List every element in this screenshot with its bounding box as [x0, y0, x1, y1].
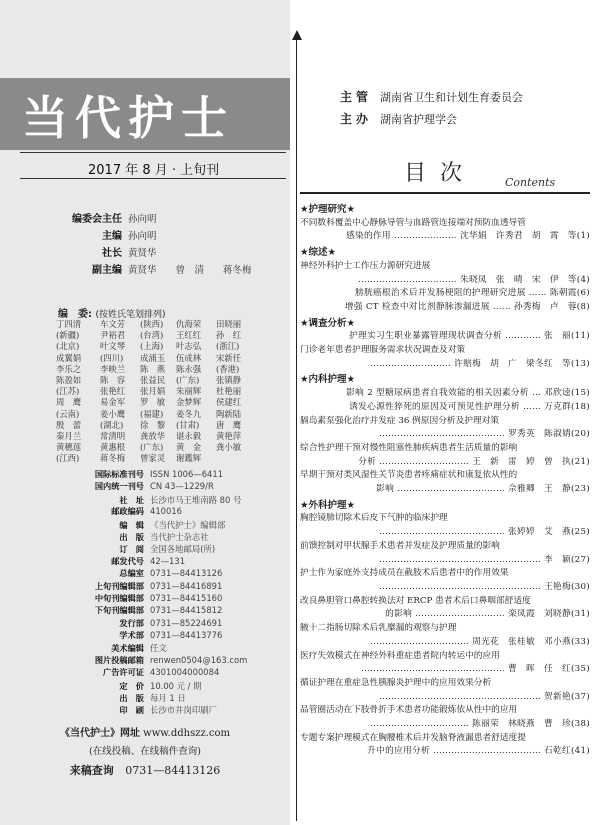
- board-member: 张月娟: [140, 386, 166, 397]
- toc-entry-title[interactable]: 膈岛素泵强化治疗并发症 36 例原因分析及护理对策: [300, 415, 500, 426]
- editor-value: 孙向明: [128, 231, 157, 242]
- board-member: 陈 容: [100, 375, 126, 385]
- board-member: 殷 蕾: [56, 419, 82, 430]
- contents-en: Contents: [505, 176, 556, 189]
- editor-label: 主编: [102, 231, 122, 242]
- board-member: (湖北): [100, 419, 124, 430]
- toc-entry-title[interactable]: 医疗失效模式在神经外科重症患者院内转运中的应用: [300, 650, 500, 661]
- board-member: (广东): [140, 442, 164, 453]
- toc-entry-authors[interactable]: …………………………… 陈丽荣 林晓燕 曹 珍(38): [370, 719, 590, 730]
- contents-rule: [300, 192, 590, 194]
- toc-entry-title[interactable]: 品管圈活动在下肢骨折手术患者功能锻炼依从性中的应用: [300, 705, 518, 716]
- pub-row: [56, 481, 247, 493]
- pub-value: 10.00 元 / 期: [150, 680, 202, 691]
- pub-label: 上旬刊编辑部: [94, 580, 144, 591]
- pub-value: 0731—84413126: [150, 568, 223, 579]
- pub-label: 印 刷: [119, 705, 144, 716]
- board-member: 陈盈如: [56, 375, 82, 385]
- pub-value: 全国各地邮局(所): [150, 544, 216, 555]
- board-member: 常清明: [100, 431, 126, 441]
- pub-row: [56, 556, 247, 568]
- pub-value: 0731—84415812: [150, 605, 223, 616]
- toc-entry-authors[interactable]: 膀胱癌根治术后并发肠梗阻的护理研究进展 …… 陈朝霞(6): [354, 288, 590, 299]
- toc-entry-title[interactable]: 不同数科覆盖中心静脉导管与血路管连接端对预防血透导管: [300, 217, 526, 228]
- sponsor-row: [340, 88, 523, 105]
- pub-row: [56, 655, 247, 667]
- toc-entry-title[interactable]: 早期干预对类风湿性关节炎患者疼痛症状和康复依从性的: [300, 470, 518, 481]
- toc-entry-authors[interactable]: …………………………… 朱晓凤 张 晴 宋 伊 等(4): [358, 274, 590, 285]
- pub-value: 42—131: [150, 555, 186, 566]
- board-member: 孙 红: [216, 330, 242, 341]
- divider: [20, 152, 286, 153]
- board-member: (江苏): [56, 386, 80, 397]
- pub-row: [56, 618, 247, 630]
- toc-entry-title[interactable]: 综合性护理干预对慢性阻塞性肺疾病患者生活质量的影响: [300, 442, 518, 453]
- board-member: 仇海荣: [176, 319, 202, 329]
- board-member: 黄惠根: [100, 442, 126, 453]
- toc-entry-authors[interactable]: ……………………………………………… 王艳梅(30): [379, 581, 590, 592]
- board-member: (甘肃): [176, 419, 200, 430]
- pub-label: 广告许可证: [103, 667, 144, 678]
- toc-entry-authors[interactable]: 感染的作用 ………………… 沈华娟 许秀君 胡 霄 等(1): [345, 231, 590, 242]
- board-member: 张镇静: [216, 375, 242, 385]
- pub-label: 美术编辑: [111, 643, 144, 654]
- toc-entry-authors[interactable]: ………………………………………… 曹 晖 任 红(35): [361, 664, 590, 675]
- toc-entry-authors[interactable]: 分析 ………………………… 王 新 雷 婷 曾 执(21): [358, 456, 590, 467]
- issue-date: 2017 年 8 月 · 上旬刊: [88, 163, 220, 178]
- board-member: 秦月兰: [56, 431, 82, 441]
- pub-label: 学术部: [119, 630, 144, 641]
- inquiry-line: [0, 762, 290, 778]
- pub-row: [56, 630, 247, 642]
- board-member: 叶志弘: [176, 341, 202, 352]
- website-url[interactable]: www.ddhszz.com: [143, 728, 231, 739]
- inquiry-label: 来稿查询: [69, 764, 114, 777]
- pub-value: 410016: [150, 506, 182, 517]
- pub-row: [56, 568, 247, 580]
- pub-label: 邮发代号: [111, 555, 144, 566]
- pub-row: [56, 680, 247, 692]
- editor-row: [20, 210, 252, 227]
- board-member: (江西): [56, 453, 80, 464]
- journal-title: 当代护士: [22, 91, 234, 145]
- website-line: [0, 724, 290, 739]
- pub-value: 长沙市井岗印刷厂: [150, 705, 217, 716]
- pub-label: 定 价: [119, 680, 144, 691]
- toc-section: ★调查分析★: [300, 317, 356, 329]
- pub-value: 长沙市马王堆南路 80 号: [150, 494, 242, 505]
- toc-entry-title[interactable]: 改良鼻胆管口鼻腔转换法对 ERCP 患者术后口鼻咽部舒适度: [300, 595, 531, 606]
- toc-entry-authors[interactable]: ……………………………………………… 贺新艳(37): [379, 691, 590, 702]
- board-member: 田晓丽: [216, 319, 242, 329]
- board-member: 陈 燕: [140, 363, 166, 374]
- board-member: (广东): [176, 375, 200, 385]
- sponsor-value: 湖南省卫生和计划生育委员会: [380, 91, 524, 104]
- board-note: (按姓氏笔划排列): [95, 310, 166, 320]
- board-member: 周 鹰: [56, 397, 82, 408]
- sponsor-row: [340, 110, 457, 127]
- board-member: 罗 敏: [140, 397, 166, 408]
- toc-entry-authors[interactable]: …………………………………… 罗秀英 陈淑婧(20): [379, 429, 590, 440]
- pub-label: 社 址: [119, 494, 144, 505]
- toc-entry-authors[interactable]: 影响 2 型糖尿病患者自我效能的相关因素分析 … 邓欣逵(15): [346, 388, 590, 399]
- pub-label: 编 辑: [119, 519, 144, 530]
- toc-entry-authors[interactable]: ……………………………………………… 李 颖(27): [379, 554, 590, 565]
- pub-row: [56, 667, 247, 679]
- toc-section: ★综述★: [300, 247, 337, 259]
- sponsor-value: 湖南省护理学会: [380, 113, 458, 126]
- editors-block: [20, 210, 252, 278]
- toc-entry-title[interactable]: 专题专案护理模式在胸腰椎术后并发脑脊液漏患者舒适度提: [300, 732, 526, 743]
- editor-value: 黄贤华 曾 清 蒋冬梅: [128, 265, 252, 276]
- board-member: (四川): [100, 352, 124, 363]
- editor-value: 黄贤华: [128, 248, 157, 259]
- board-member: 王红红: [176, 330, 202, 341]
- board-member: 龚小敏: [216, 442, 242, 453]
- divider: [20, 178, 286, 179]
- board-member: 谢鑑辉: [176, 453, 202, 464]
- board-member: 陶新陆: [216, 408, 242, 419]
- board-member: (新疆): [56, 330, 80, 341]
- pub-label: 下旬刊编辑部: [94, 605, 144, 616]
- board-member: (香港): [216, 363, 240, 374]
- pub-row: [56, 642, 247, 654]
- website-note: (在线投稿、在线稿件查询): [89, 746, 201, 757]
- board-member: 成涌玉: [140, 352, 166, 363]
- toc-section: ★外科护理★: [300, 499, 356, 511]
- pub-value: 当代护士杂志社: [150, 531, 209, 542]
- board-member: 姜小鹰: [100, 408, 126, 419]
- publication-info: [56, 469, 247, 717]
- toc-entry-authors[interactable]: …………………………………… 张婷婷 艾 燕(25): [379, 527, 590, 538]
- pub-row: [56, 494, 247, 506]
- board-member: 叶文琴: [100, 341, 126, 352]
- editor-label: 社长: [102, 248, 122, 259]
- pub-row: [56, 469, 247, 481]
- website-label: 《当代护士》网址: [59, 728, 140, 739]
- pub-row: [56, 531, 247, 543]
- pub-row: [56, 593, 247, 605]
- board-member: 曾家灵: [140, 453, 166, 464]
- pub-row: [56, 543, 247, 555]
- pub-value: renwen0504@163.com: [150, 654, 248, 665]
- editor-value: 孙向明: [128, 214, 157, 225]
- pub-value: ISSN 1006—6411: [150, 469, 224, 479]
- table-of-contents: [300, 201, 590, 759]
- pub-value: 0731—85224691: [150, 617, 223, 628]
- board-member: 黄艳萍: [216, 431, 242, 441]
- board-member: 成翼娟: [56, 352, 82, 363]
- board-member: 谌永毅: [176, 431, 202, 441]
- toc-entry-authors[interactable]: ……………………… 许赔梅 胡 广 梁冬红 等(13): [370, 358, 590, 369]
- toc-entry-title[interactable]: 腋十二指肠切除术后乳糜漏的观察与护理: [300, 623, 457, 634]
- board-member: 陈永强: [176, 363, 202, 374]
- board-member: 蒋冬梅: [100, 453, 126, 464]
- board-member: 徐 黎: [140, 419, 166, 430]
- toc-entry-authors[interactable]: 增强 CT 检查中对比剂静脉渗漏进展 …… 孙秀梅 卢 蓉(8): [344, 301, 590, 312]
- toc-entry-title[interactable]: 护士作为家庭外支持成员在截肢术后患者中的作用效果: [300, 568, 509, 579]
- toc-entry-authors[interactable]: 影响 ……………………………… 佘雅卿 王 静(23): [376, 484, 590, 495]
- pub-label: 订 阅: [119, 544, 144, 555]
- pub-value: 0731—84413776: [150, 630, 223, 641]
- board-member: (云南): [56, 408, 80, 419]
- toc-entry-title[interactable]: 胸腔镜肺切除术后皮下气肿的临床护理: [300, 513, 448, 524]
- board-member: (浙江): [216, 341, 240, 352]
- pub-value: 任文: [150, 643, 167, 654]
- pub-label: 总编室: [119, 568, 144, 579]
- board-member: 杜艳丽: [216, 386, 242, 397]
- board-member: 侯建红: [216, 397, 242, 408]
- pub-label: 中旬刊编辑部: [94, 592, 144, 603]
- pub-row: [56, 519, 247, 531]
- editor-label: 副主编: [92, 265, 122, 276]
- pub-row: [56, 506, 247, 518]
- sponsor-label: 主管: [340, 90, 373, 104]
- pub-value: 每月 1 日: [150, 693, 186, 704]
- toc-entry-authors[interactable]: 升中的应用分析 ……………………………… 石乾红(41): [367, 746, 590, 757]
- board-member: (福建): [140, 408, 164, 419]
- arrow-up-icon: [292, 30, 302, 40]
- pub-label: 邮政编码: [111, 506, 144, 517]
- board-label: 编 委:: [58, 309, 92, 320]
- pub-value: 0731—84416891: [150, 580, 223, 591]
- board-member: (北京): [56, 341, 80, 352]
- inquiry-phone: 0731—84413126: [125, 764, 221, 777]
- sponsor-label: 主办: [340, 112, 373, 126]
- toc-section: ★内科护理★: [300, 374, 356, 386]
- pub-value: CN 43—1229/R: [150, 481, 214, 492]
- board-member: 张益民: [140, 375, 166, 385]
- board-member: 伍成林: [176, 352, 202, 363]
- pub-row: [56, 704, 247, 716]
- board-member: 姜冬九: [176, 408, 202, 419]
- editor-row: [20, 261, 252, 278]
- pub-value: 0731—84415160: [150, 592, 223, 603]
- editor-label: 编委会主任: [72, 214, 122, 225]
- pub-label: 出 版: [119, 693, 144, 704]
- vertical-divider: [296, 38, 297, 821]
- pub-label: 国内统一刊号: [94, 481, 144, 492]
- board-member: (陕西): [140, 319, 164, 329]
- contents-title: 目次: [404, 161, 477, 186]
- pub-label: 国际标准刊号: [94, 469, 144, 479]
- board-member: 丁四清: [56, 319, 82, 329]
- editor-row: [20, 227, 252, 244]
- toc-entry-title[interactable]: 神经外科护士工作压力源研究进展: [300, 260, 431, 271]
- toc-section: ★护理研究★: [300, 204, 356, 215]
- toc-entry-title[interactable]: 循证护理在重症急性胰腺炎护理中的应用效果分析: [300, 677, 492, 688]
- board-member: 宋新任: [216, 352, 242, 363]
- board-member: (上海): [140, 341, 164, 352]
- toc-entry-title[interactable]: 门诊老年患者护理服务需求状况调查及对策: [300, 345, 466, 356]
- pub-value: 4301004000084: [150, 667, 220, 678]
- pub-value: 《当代护士》编辑部: [150, 519, 226, 530]
- board-member: 唐 鹰: [216, 419, 242, 430]
- board-member: 金梦辉: [176, 397, 202, 408]
- board-member: (台湾): [140, 330, 164, 341]
- board-member: 张艳红: [100, 386, 126, 397]
- toc-entry-authors[interactable]: 诱发心源性猝死的原因及可预见性护理分析 …… 万克群(18): [349, 401, 590, 412]
- board-member: 易金军: [100, 397, 126, 408]
- board-member: 黄 金: [176, 442, 202, 453]
- pub-row: [56, 605, 247, 617]
- board-member: 黄穗莲: [56, 442, 82, 453]
- toc-entry-title[interactable]: 前馈控制对甲状腺手术患者并发症及护理质量的影响: [300, 540, 500, 551]
- board-member: 李映兰: [100, 363, 126, 374]
- pub-label: 图片投稿邮箱: [94, 654, 144, 665]
- toc-entry-authors[interactable]: 的影响 ………………………… 栾凤霞 刘晓静(31): [385, 609, 590, 620]
- board-member: 尹裕君: [100, 330, 126, 341]
- pub-row: [56, 692, 247, 704]
- pub-label: 发行部: [119, 617, 144, 628]
- editor-row: [20, 244, 252, 261]
- pub-label: 出 版: [119, 531, 144, 542]
- pub-row: [56, 581, 247, 593]
- toc-entry-authors[interactable]: 护理实习生职业暴露管理现状调查分析 ………… 张 丽(11): [349, 331, 590, 342]
- toc-entry-authors[interactable]: …………………………… 周光花 张桂敏 邓小燕(33): [370, 636, 590, 647]
- board-member: 李乐之: [56, 363, 82, 374]
- board-member: 车文芳: [100, 319, 126, 329]
- board-member: 朱丽辉: [176, 386, 202, 397]
- board-member: 龚放华: [140, 431, 166, 441]
